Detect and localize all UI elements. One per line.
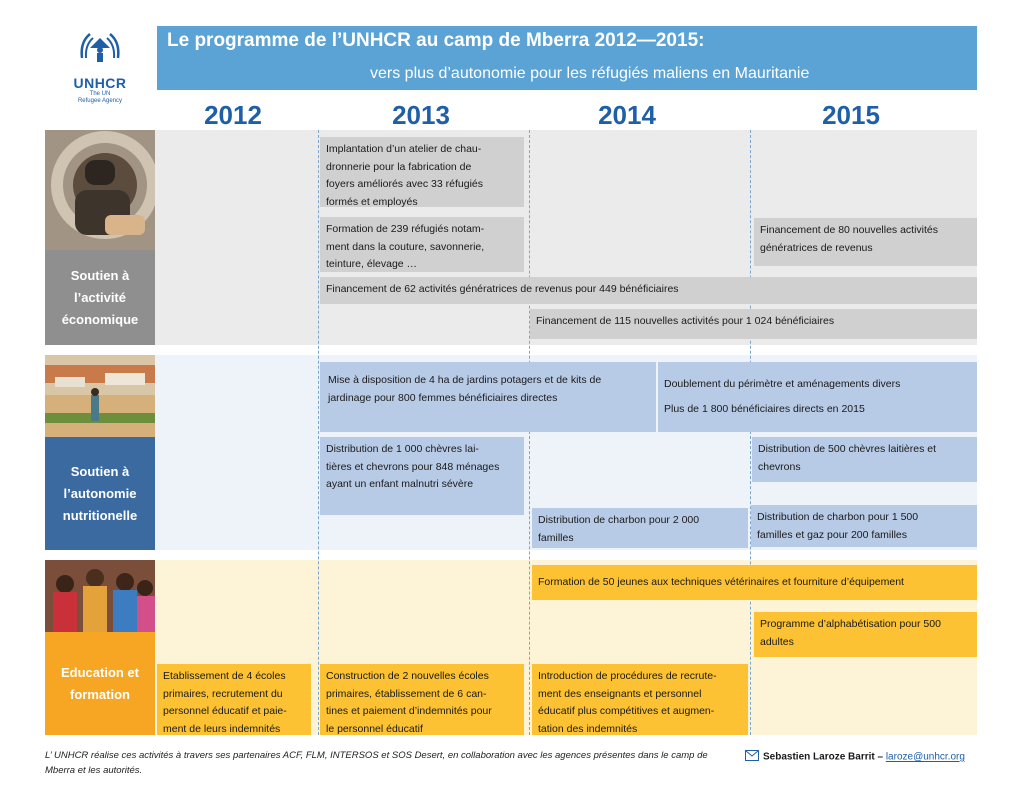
- edu-box-formation-50: Formation de 50 jeunes aux techniques vétérinaires et fourniture d’équipement: [532, 565, 977, 600]
- eco-box-formation-239: Formation de 239 réfugiés notam- ment dans la couture, savonnerie, teinture, élevage …: [320, 217, 524, 272]
- edu-box-recrutement: Introduction de procédures de recrute- ment des enseignants et personnel éducatif plus compétitives et augmen- tation des indemnités: [532, 664, 748, 735]
- nut-box-jardins: Mise à disposition de 4 ha de jardins potagers et de kits de jardinage pour 800 femmes bénéficiaires directes: [320, 362, 656, 432]
- edu-box-alphabetisation: Programme d’alphabétisation pour 500 adultes: [754, 612, 977, 657]
- nut-box-charbon-2000: Distribution de charbon pour 2 000 familles: [532, 508, 748, 548]
- nut-box-doublement: Doublement du périmètre et aménagements divers Plus de 1 800 bénéficiaires directs en 2015: [658, 362, 977, 432]
- contact: [745, 750, 965, 764]
- footer-note: L’ UNHCR réalise ces activités à travers ses partenaires ACF, FLM, INTERSOS et SOS Desert, en collaboration avec les agences présentes dans le camp de Mberra et les autorités.: [45, 750, 708, 776]
- nutrition-label: Soutien à l’autonomie nutritionelle: [45, 437, 155, 550]
- page-title: Le programme de l’UNHCR au camp de Mberra 2012—2015:: [167, 30, 705, 51]
- economic-label: Soutien à l’activité économique: [45, 250, 155, 345]
- year-2015: 2015: [822, 100, 880, 130]
- edu-box-ecoles-2: Construction de 2 nouvelles écoles primaires, établissement de 6 can- tines et paiement d’indemnités pour le personnel éducatif: [320, 664, 524, 735]
- page-subtitle: vers plus d’autonomie pour les réfugiés maliens en Mauritanie: [370, 65, 810, 82]
- eco-box-financement-115: Financement de 115 nouvelles activités pour 1 024 bénéficiaires: [530, 309, 977, 339]
- year-2012: 2012: [204, 100, 262, 130]
- nut-box-charbon-1500: Distribution de charbon pour 1 500 familles et gaz pour 200 familles: [751, 505, 977, 547]
- eco-box-financement-80: Financement de 80 nouvelles activités génératrices de revenus: [754, 218, 977, 266]
- divider-2015: [750, 130, 751, 735]
- education-label: Education et formation: [45, 632, 155, 735]
- economic-photo: [45, 130, 155, 250]
- eco-box-atelier: Implantation d’un atelier de chau- dronnerie pour la fabrication de foyers améliorés avec 33 réfugiés formés et employés: [320, 137, 524, 207]
- edu-box-ecoles-4: Etablissement de 4 écoles primaires, recrutement du personnel éducatif et paie- ment de leurs indemnités: [157, 664, 311, 735]
- divider-2013: [318, 130, 319, 735]
- nut-box-chevres-500: Distribution de 500 chèvres laitières et chevrons: [752, 437, 977, 482]
- year-2014: 2014: [598, 100, 656, 130]
- contact-email-link[interactable]: laroze@unhcr.org: [885, 751, 965, 763]
- year-2013: 2013: [392, 100, 450, 130]
- logo-name: UNHCR: [73, 75, 127, 91]
- unhcr-logo-icon: [78, 28, 122, 68]
- education-photo: [45, 560, 155, 632]
- envelope-icon: [745, 750, 759, 764]
- unhcr-logo: [62, 28, 138, 104]
- divider-2014: [529, 130, 530, 735]
- eco-box-financement-62: Financement de 62 activités génératrices de revenus pour 449 bénéficiaires: [320, 277, 977, 304]
- contact-name: Sebastien Laroze Barrit –: [763, 751, 886, 763]
- logo-tagline: The UN Refugee Agency: [77, 91, 123, 104]
- nut-box-chevres-1000: Distribution de 1 000 chèvres lai- tières et chevrons pour 848 ménages ayant un enfant malnutri sévère: [320, 437, 524, 515]
- nutrition-photo: [45, 355, 155, 437]
